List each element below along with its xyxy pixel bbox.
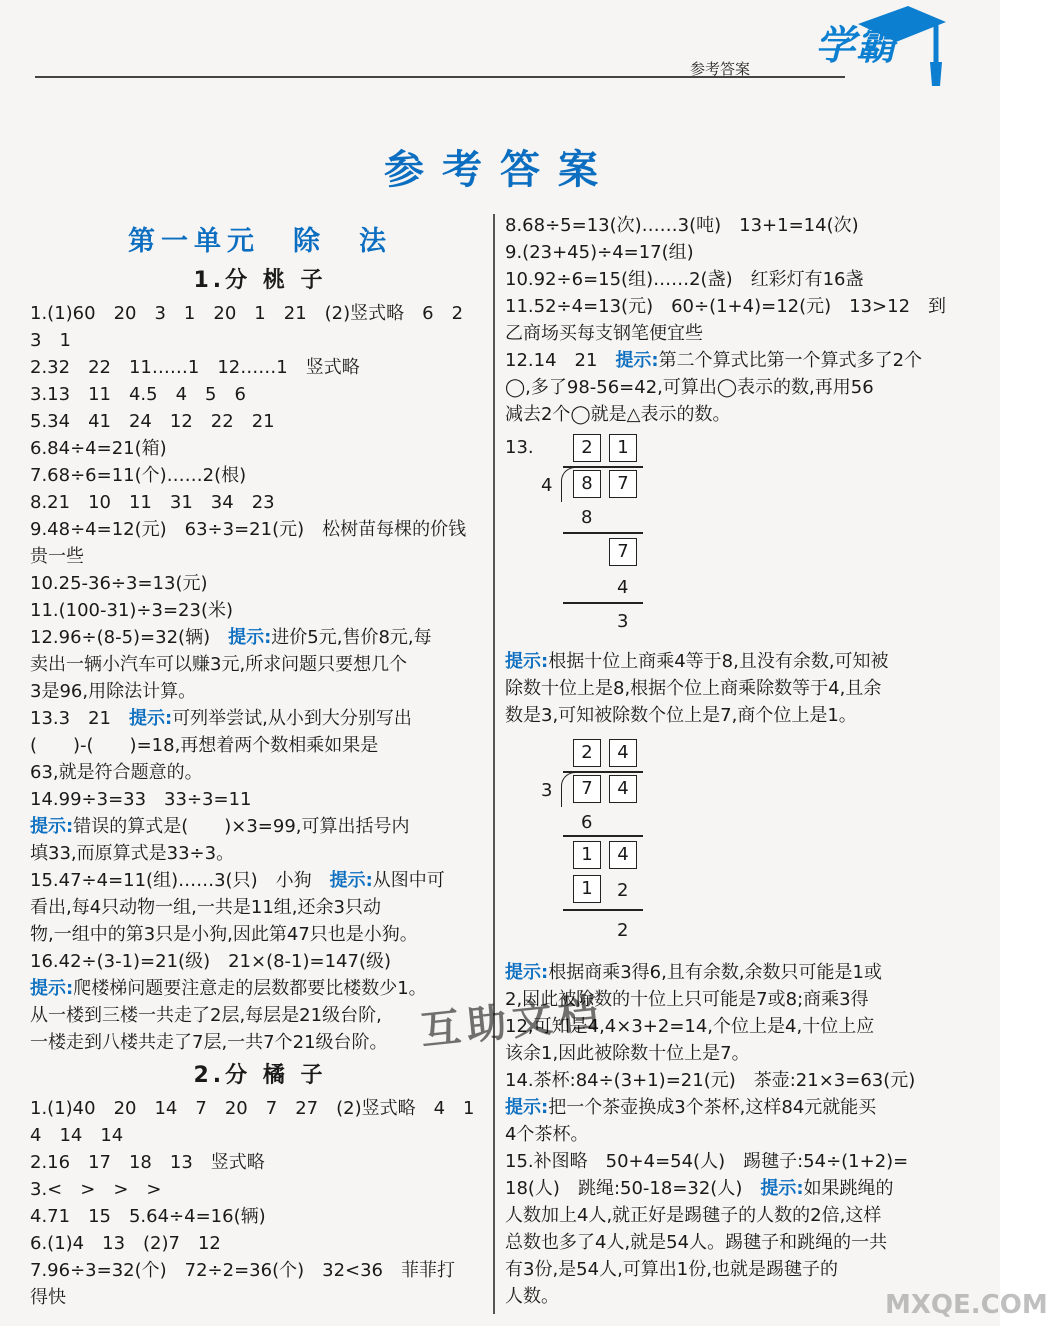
answer-line: 18(人) 跳绳:50-18=32(人) 提示:如果跳绳的 — [505, 1178, 894, 1199]
answer-line: 数是3,可知被除数个位上是7,商个位上是1。 — [505, 705, 857, 726]
answer-line: 9.48÷4=12(元) 63÷3=21(元) 松树苗每棵的价钱 — [30, 519, 467, 540]
answer-line: 从一楼到三楼一共走了2层,每层是21级台阶, — [30, 1005, 382, 1026]
hint-label: 提示: — [505, 1097, 549, 1118]
column-divider — [493, 214, 495, 1314]
partial-digit: 4 — [609, 841, 637, 869]
quotient-digit: 2 — [573, 739, 601, 767]
answer-line: 2.32 22 11……1 12……1 竖式略 — [30, 357, 360, 378]
answer-line: 人数加上4人,就正好是踢毽子的人数的2倍,这样 — [505, 1205, 882, 1226]
hint-13a — [505, 648, 975, 729]
lesson-1-title: 1.分 桃 子 — [193, 268, 327, 293]
answer-line: 14.茶杯:84÷(3+1)=21(元) 茶壶:21×3=63(元) — [505, 1070, 916, 1091]
answer-line: 提示:爬楼梯问题要注意走的层数都要比楼数少1。 — [30, 978, 427, 999]
answer-line: 4 14 14 — [30, 1125, 124, 1146]
hint-label: 提示: — [128, 708, 173, 729]
hint-label: 提示: — [228, 627, 272, 648]
answer-line: 卖出一辆小汽车可以赚3元,所求问题只要想几个 — [30, 654, 408, 675]
answer-line: 1.(1)40 20 14 7 20 7 27 (2)竖式略 4 1 — [30, 1098, 475, 1119]
answer-line: 12.14 21 提示:第二个算式比第一个算式多了2个 — [505, 350, 923, 371]
product-step: 8 — [581, 507, 593, 528]
answer-line: 5.34 41 24 12 22 21 — [30, 411, 275, 432]
hint-label: 提示: — [30, 978, 74, 999]
hint-label: 提示: — [30, 816, 74, 837]
answer-line: 填33,而原算式是33÷3。 — [30, 843, 235, 864]
partial-digit: 1 — [573, 841, 601, 869]
answer-line: 除数十位上是8,根据个位上商乘除数等于4,且余 — [505, 678, 882, 699]
answer-line: 10.92÷6=15(组)……2(盏) 红彩灯有16盏 — [505, 269, 864, 290]
question-13-label: 13. — [505, 437, 534, 458]
quotient-digit: 4 — [609, 739, 637, 767]
division-bar — [563, 602, 643, 604]
answer-line: 13.3 21 提示:可列举尝试,从小到大分别写出 — [30, 708, 412, 729]
answer-line: 3.< > > > — [30, 1179, 162, 1200]
product-step: 4 — [617, 577, 629, 598]
answer-line: 6.(1)4 13 (2)7 12 — [30, 1233, 221, 1254]
answer-line: 9.(23+45)÷4=17(组) — [505, 242, 694, 263]
dividend-digit: 7 — [609, 470, 637, 498]
answer-line: 减去2个◯就是△表示的数。 — [505, 404, 731, 425]
answer-line: 有3份,是54人,可算出1份,也就是踢毽子的 — [505, 1259, 838, 1280]
dividend-digit: 7 — [573, 775, 601, 803]
answer-line: 11.(100-31)÷3=23(米) — [30, 600, 233, 621]
hint-label: 提示: — [329, 870, 373, 891]
answer-line: 3是96,用除法计算。 — [30, 681, 197, 702]
right-answers-top — [505, 212, 975, 428]
answer-line: 63,就是符合题意的。 — [30, 762, 203, 783]
hint-label: 提示: — [760, 1178, 804, 1199]
quotient-digit: 1 — [609, 434, 637, 462]
answer-line: 贵一些 — [30, 546, 84, 567]
answer-line: 16.42÷(3-1)=21(级) 21×(8-1)=147(级) — [30, 951, 392, 972]
right-column — [505, 212, 975, 1310]
lesson-2-title: 2.分 橘 子 — [193, 1063, 327, 1088]
brand-logo: 学霸 — [815, 23, 897, 69]
page-header — [0, 0, 1000, 92]
watermark-site: MXQE.COM — [885, 1290, 1048, 1320]
answer-line: 8.68÷5=13(次)……3(吨) 13+1=14(次) — [505, 215, 859, 236]
quotient-digit: 2 — [573, 434, 601, 462]
product-step: 6 — [581, 812, 593, 833]
hint-label: 提示: — [505, 651, 549, 672]
division-bar — [563, 532, 643, 534]
answer-line: 总数也多了4人,就是54人。踢毽子和跳绳的一共 — [505, 1232, 888, 1253]
answer-line: 6.84÷4=21(箱) — [30, 438, 167, 459]
answer-line: 4.71 15 5.64÷4=16(辆) — [30, 1206, 266, 1227]
product-step: 2 — [617, 880, 629, 901]
answer-line: 8.21 10 11 31 34 23 — [30, 492, 275, 513]
answer-line: 2,因此被除数的十位上只可能是7或8;商乘3得 — [505, 989, 869, 1010]
division-bar — [563, 909, 643, 911]
answer-line: 12.96÷(8-5)=32(辆) 提示:进价5元,售价8元,每 — [30, 627, 432, 648]
answer-line: 物,一组中的第3只是小狗,因此第47只也是小狗。 — [30, 924, 418, 945]
divisor: 3 — [541, 780, 553, 801]
answer-line: ◯,多了98-56=42,可算出◯表示的数,再用56 — [505, 377, 874, 398]
answer-line: 14.99÷3=33 33÷3=11 — [30, 789, 252, 810]
partial-digit: 1 — [573, 875, 601, 903]
answer-line: 该余1,因此被除数十位上是7。 — [505, 1043, 750, 1064]
unit-title: 第一单元 除 法 — [128, 226, 392, 257]
remainder: 2 — [617, 920, 629, 941]
answer-line: 一楼走到八楼共走了7层,一共7个21级台阶。 — [30, 1032, 388, 1053]
hint-label: 提示: — [505, 962, 549, 983]
watermark: 互助文档 — [418, 989, 607, 1055]
divisor: 4 — [541, 475, 553, 496]
dividend-digit: 4 — [609, 775, 637, 803]
section-label: 参考答案 — [690, 60, 751, 78]
answer-line: 15.47÷4=11(组)……3(只) 小狗 提示:从图中可 — [30, 870, 445, 891]
answer-line: 3.13 11 4.5 4 5 6 — [30, 384, 246, 405]
answer-line: 提示:错误的算式是( )×3=99,可算出括号内 — [30, 816, 410, 837]
dividend-digit: 8 — [573, 470, 601, 498]
answer-line: 10.25-36÷3=13(元) — [30, 573, 208, 594]
remainder: 3 — [617, 611, 629, 632]
answer-line: 提示:把一个茶壶换成3个茶杯,这样84元就能买 — [505, 1097, 877, 1118]
answer-line: 人数。 — [505, 1286, 559, 1307]
lesson-1-answers — [30, 300, 490, 1056]
answer-line: 4个茶杯。 — [505, 1124, 589, 1145]
answer-line: 7.68÷6=11(个)……2(根) — [30, 465, 247, 486]
long-division-2 — [505, 731, 975, 951]
answer-line: 提示:根据商乘3得6,且有余数,余数只可能是1或 — [505, 962, 883, 983]
answer-line: 得快 — [30, 1287, 66, 1308]
left-column — [30, 228, 490, 1311]
division-bar — [563, 835, 643, 837]
answer-line: 12,可知是4,4×3+2=14,个位上是4,十位上应 — [505, 1016, 875, 1037]
answer-line: 15.补图略 50+4=54(人) 踢毽子:54÷(1+2)= — [505, 1151, 909, 1172]
answer-line: 2.16 17 18 13 竖式略 — [30, 1152, 265, 1173]
answer-line: 提示:根据十位上商乘4等于8,且没有余数,可知被 — [505, 651, 889, 672]
answer-line: 3 1 — [30, 330, 71, 351]
answer-line: ( )-( )=18,再想着两个数相乘如果是 — [30, 735, 379, 756]
bring-down-digit: 7 — [609, 538, 637, 566]
long-division-1 — [505, 430, 975, 640]
answer-line: 看出,每4只动物一组,一共是11组,还余3只动 — [30, 897, 381, 918]
page-title: 参考答案 — [384, 147, 616, 193]
answer-line: 11.52÷4=13(元) 60÷(1+4)=12(元) 13>12 到 — [505, 296, 947, 317]
answer-line: 1.(1)60 20 3 1 20 1 21 (2)竖式略 6 2 — [30, 303, 464, 324]
answer-line: 乙商场买每支钢笔便宜些 — [505, 323, 703, 344]
hint-label: 提示: — [615, 350, 659, 371]
answer-line: 7.96÷3=32(个) 72÷2=36(个) 32<36 菲菲打 — [30, 1260, 456, 1281]
lesson-2-answers — [30, 1095, 490, 1311]
